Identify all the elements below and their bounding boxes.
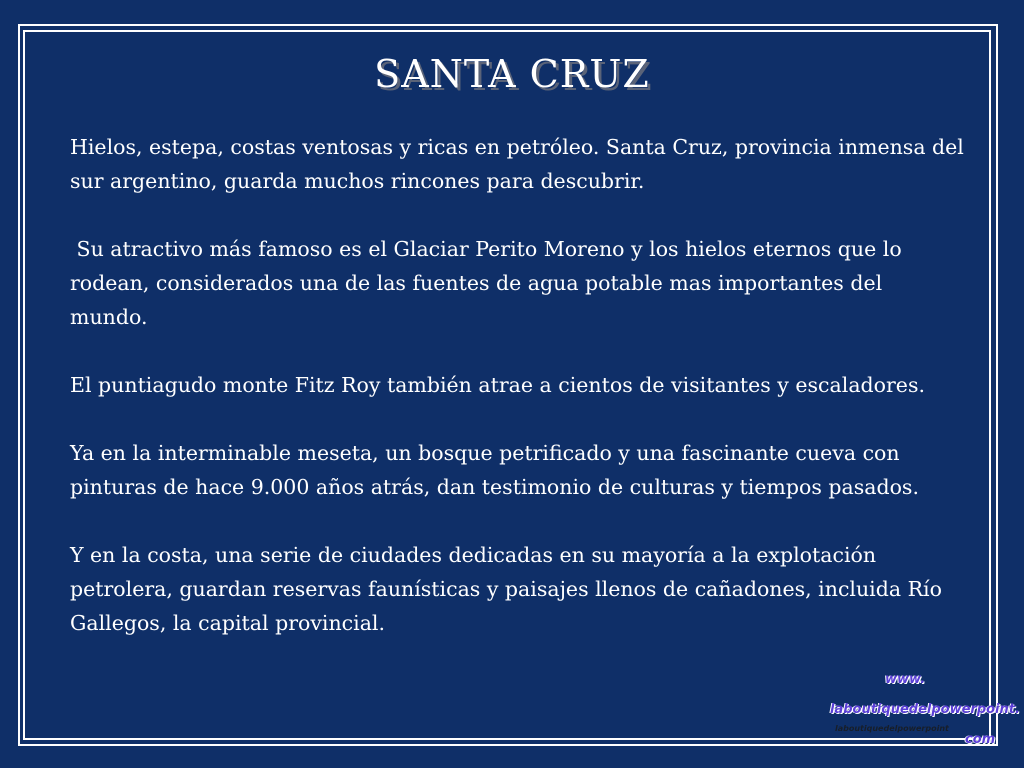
slide-body	[70, 130, 965, 640]
watermark-shadow: laboutiquedelpowerpoint	[835, 724, 949, 733]
paragraph-intro: Hielos, estepa, costas ventosas y ricas en petróleo. Santa Cruz, provincia inmensa del sur argentino, guarda muchos rincones para descubrir.	[70, 135, 964, 193]
slide-title: SANTA CRUZ	[374, 52, 650, 96]
paragraph-fitz-roy: El puntiagudo monte Fitz Roy también atrae a cientos de visitantes y escaladores.	[70, 373, 925, 397]
watermark-com: com	[965, 732, 996, 747]
watermark-www: www.	[885, 672, 926, 687]
paragraph-glaciar: Su atractivo más famoso es el Glaciar Perito Moreno y los hielos eternos que lo rodean, considerados una de las fuentes de agua potable mas importantes del mundo.	[70, 237, 909, 329]
watermark-domain: laboutiquedelpowerpoint.	[830, 702, 1020, 717]
paragraph-costa: Y en la costa, una serie de ciudades dedicadas en su mayoría a la explotación petrolera, guardan reservas faunísticas y paisajes llenos de cañadones, incluida Río Gallegos, la capital provincial.	[70, 543, 942, 635]
paragraph-meseta: Ya en la interminable meseta, un bosque petrificado y una fascinante cueva con pinturas de hace 9.000 años atrás, dan testimonio de culturas y tiempos pasados.	[70, 441, 919, 499]
